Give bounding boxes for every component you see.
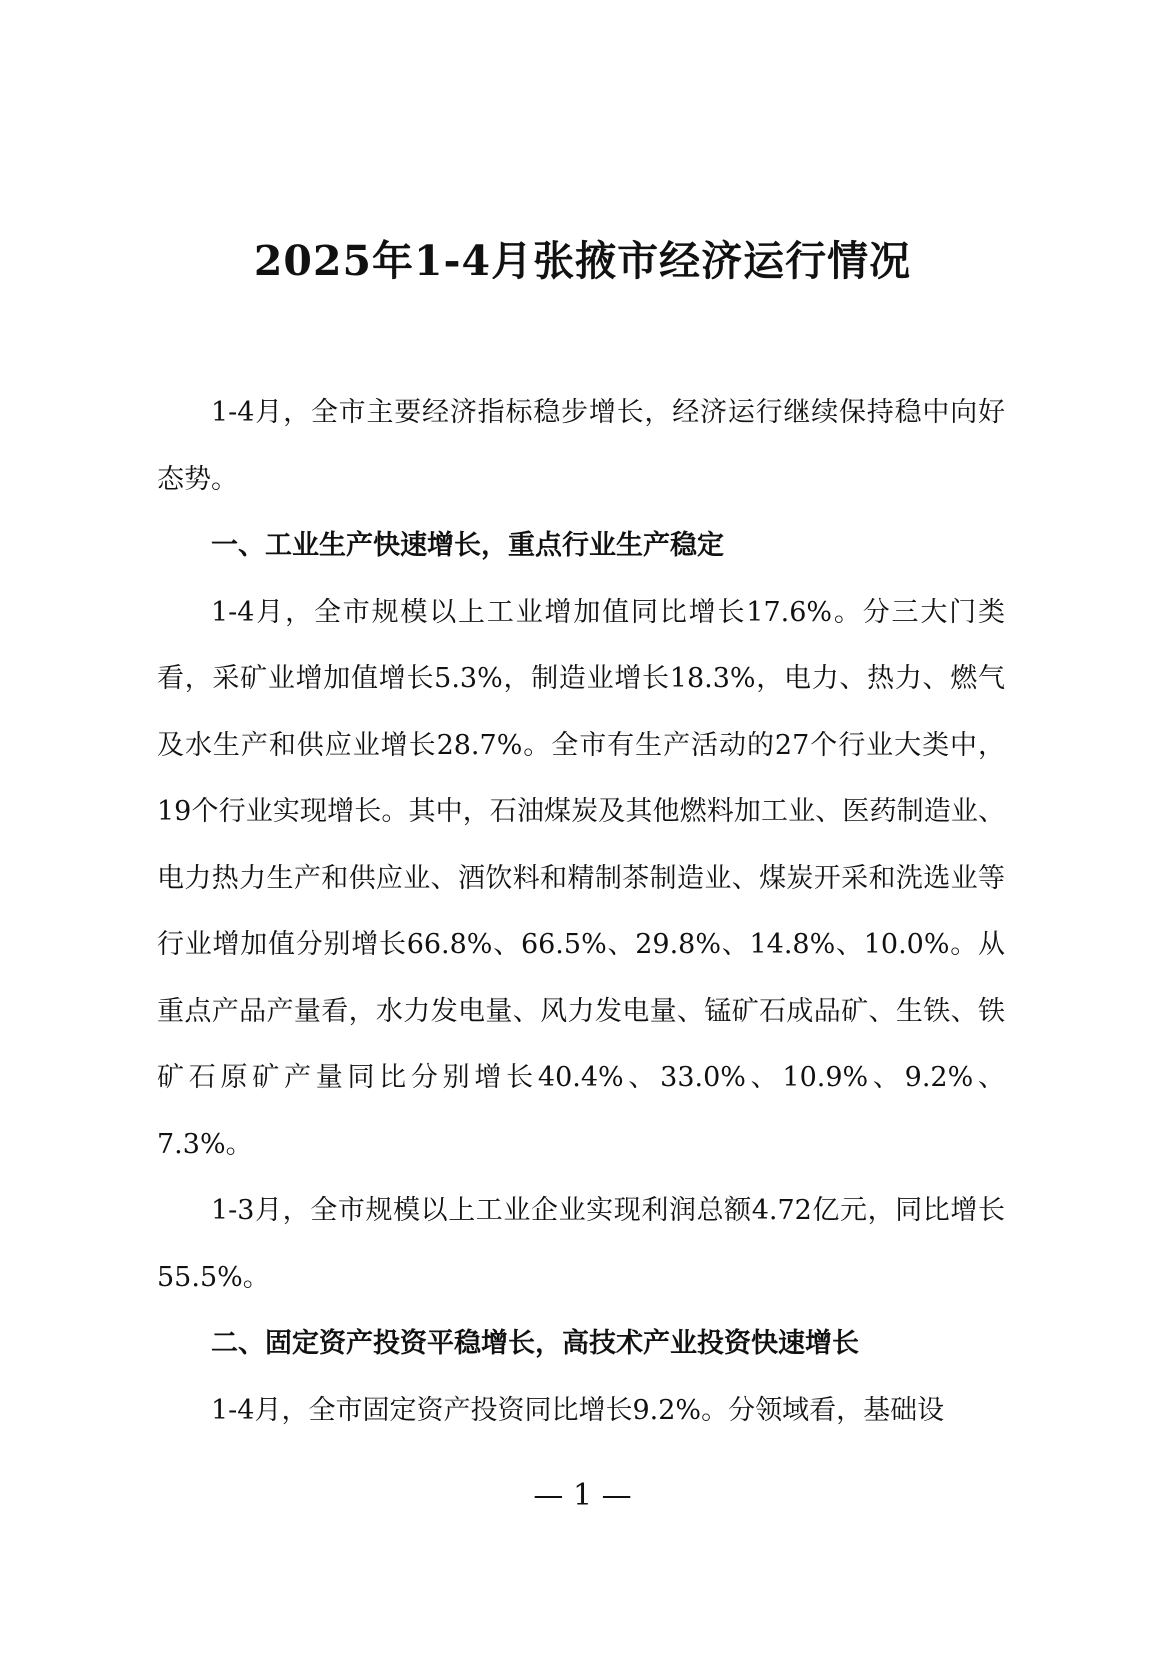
section-heading-investment: 二、固定资产投资平稳增长，高技术产业投资快速增长 [211,1328,859,1359]
page-number: — 1 — [533,1478,632,1513]
investment-paragraph: 1-4月，全市固定资产投资同比增长9.2%。分领域看，基础设 [211,1394,945,1426]
document-title: 2025年1-4月张掖市经济运行情况 [253,237,912,285]
industry-paragraph: 1-4月，全市规模以上工业增加值同比增长17.6%。分三大门类看，采矿业增加值增长5.3%，制造业增长18.3%，电力、热力、燃气及水生产和供应业增长28.7%。全市有生产活动的27个行业大类中，19个行业实现增长。其中，石油煤炭及其他燃料加工业、医药制造业、电力热力生产和供应业、酒饮料和精制茶制造业、煤炭开采和洗选业等行业增加值分别增长66.8%、66.5%、29.8%、14.8%、10.0%。从重点产品产量看，水力发电量、风力发电量、锰矿石成品矿、生铁、铁矿石原矿产量同比分别增长40.4%、33.0%、10.9%、9.2%、7.3%。 [157,596,1005,1160]
profit-paragraph: 1-3月，全市规模以上工业企业实现利润总额4.72亿元，同比增长55.5%。 [157,1195,1005,1293]
document-body [157,380,1005,1444]
section-heading-industry: 一、工业生产快速增长，重点行业生产稳定 [211,530,724,561]
intro-paragraph: 1-4月，全市主要经济指标稳步增长，经济运行继续保持稳中向好态势。 [157,397,1005,495]
